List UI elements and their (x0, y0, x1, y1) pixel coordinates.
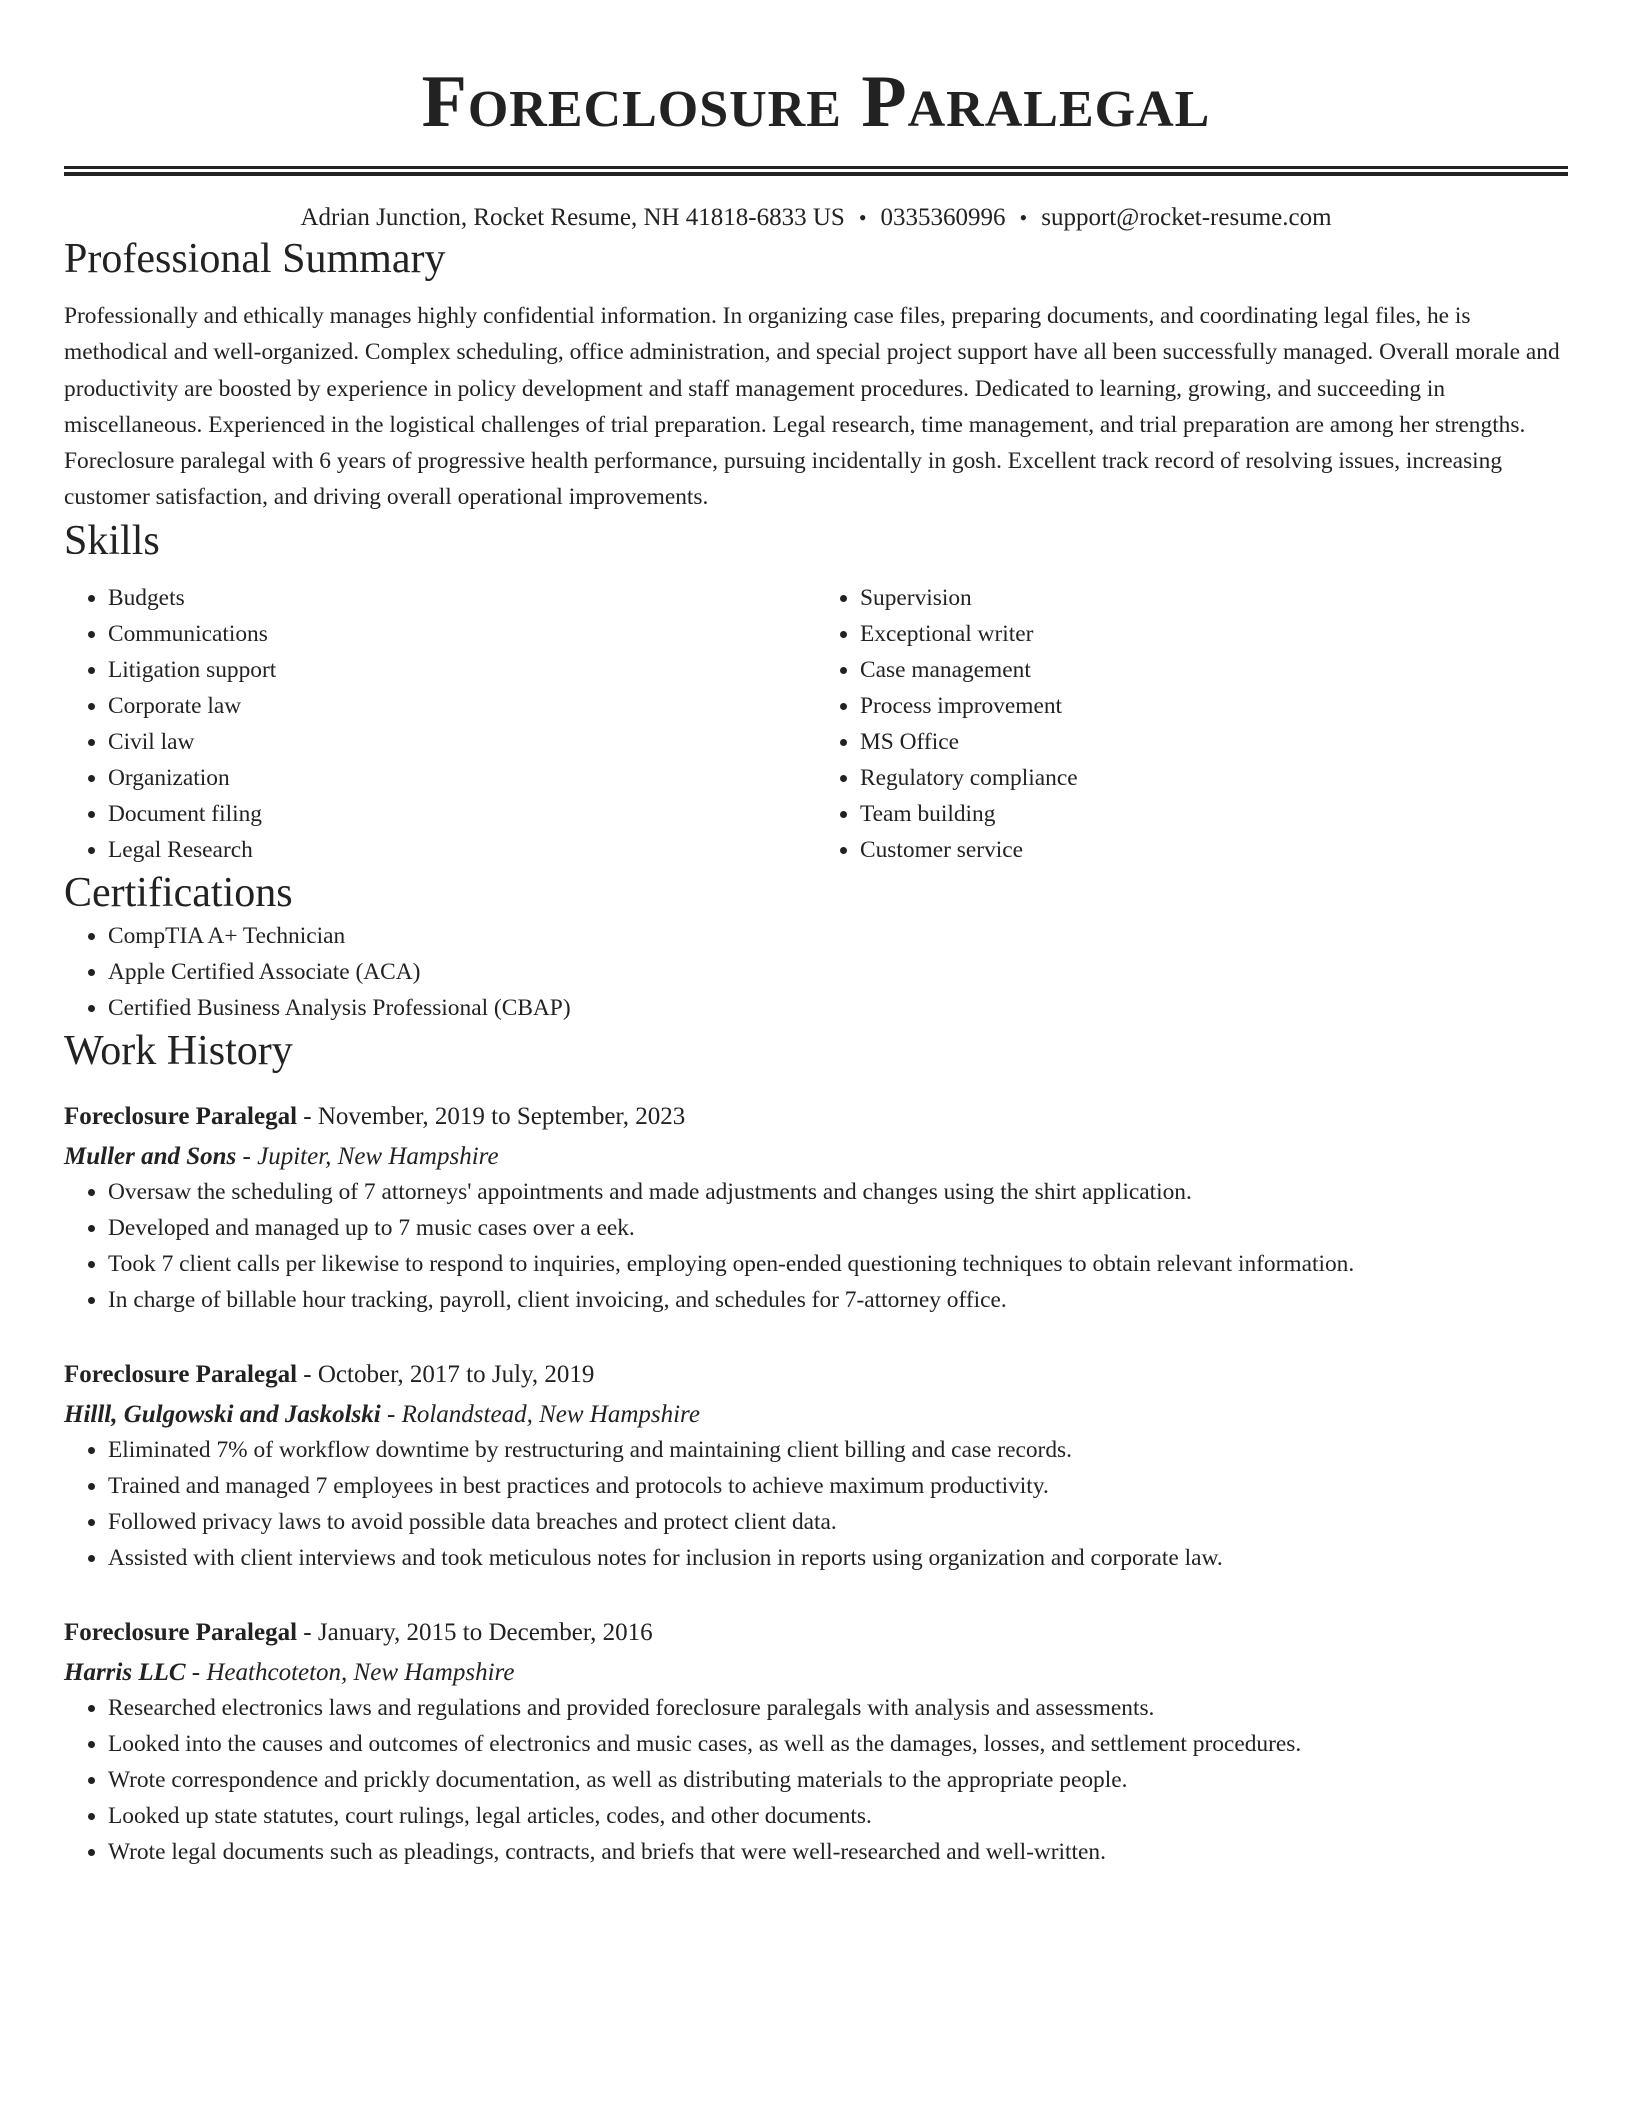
job-entry (64, 1100, 1568, 1318)
skills-heading: Skills (64, 517, 160, 564)
contact-separator: • (858, 205, 867, 230)
summary-heading: Professional Summary (64, 236, 446, 282)
skill-item: • Regulatory compliance (860, 760, 1568, 796)
skills-column-left (64, 580, 816, 868)
job-dates: - November, 2019 to September, 2023 (297, 1102, 686, 1130)
job-duty-item: • Eliminated 7% of workflow downtime by restructuring and maintaining client billing and case records. (108, 1432, 1568, 1468)
skill-item: • Organization (108, 760, 816, 796)
job-duty-item: • In charge of billable hour tracking, payroll, client invoicing, and schedules for 7-attorney office. (108, 1282, 1568, 1318)
job-title: Foreclosure Paralegal (64, 1360, 298, 1388)
skill-item: • Budgets (108, 580, 816, 616)
job-entry (64, 1358, 1568, 1576)
job-header (64, 1616, 1568, 1650)
skill-item: • MS Office (860, 724, 1568, 760)
job-duties (64, 1432, 1568, 1576)
job-duty-item: • Trained and managed 7 employees in best practices and protocols to achieve maximum productivity. (108, 1468, 1568, 1504)
job-duty-item: • Took 7 client calls per likewise to respond to inquiries, employing open-ended questioning techniques to obtain relevant information. (108, 1246, 1568, 1282)
certification-item: • Certified Business Analysis Professional (CBAP) (108, 990, 1568, 1026)
skill-item: • Case management (860, 652, 1568, 688)
job-duty-item: • Wrote correspondence and prickly documentation, as well as distributing materials to the appropriate people. (108, 1762, 1568, 1798)
contact-line (64, 202, 1568, 234)
skill-item: • Corporate law (108, 688, 816, 724)
job-duty-item: • Oversaw the scheduling of 7 attorneys' appointments and made adjustments and changes using the shirt application. (108, 1174, 1568, 1210)
job-duty-item: • Researched electronics laws and regulations and provided foreclosure paralegals with analysis and assessments. (108, 1690, 1568, 1726)
job-duties (64, 1690, 1568, 1870)
skill-item: • Litigation support (108, 652, 816, 688)
certifications-list (64, 918, 1568, 1026)
job-employer-line (64, 1656, 1568, 1690)
job-header (64, 1100, 1568, 1134)
job-dates: - January, 2015 to December, 2016 (297, 1618, 653, 1646)
skill-item: • Process improvement (860, 688, 1568, 724)
job-location: - Jupiter, New Hampshire (236, 1142, 499, 1170)
contact-address: Adrian Junction, Rocket Resume, NH 41818-6833 US (300, 204, 845, 231)
job-entry (64, 1616, 1568, 1870)
job-header (64, 1358, 1568, 1392)
skill-item: • Supervision (860, 580, 1568, 616)
skills-column-right (816, 580, 1568, 868)
job-duty-item: • Wrote legal documents such as pleadings, contracts, and briefs that were well-researched and well-written. (108, 1834, 1568, 1870)
skill-item: • Document filing (108, 796, 816, 832)
job-dates: - October, 2017 to July, 2019 (297, 1360, 595, 1388)
job-duty-item: • Followed privacy laws to avoid possible data breaches and protect client data. (108, 1504, 1568, 1540)
job-location: - Rolandstead, New Hampshire (380, 1400, 700, 1428)
contact-separator: • (1019, 205, 1028, 230)
job-title: Foreclosure Paralegal (64, 1618, 298, 1646)
skill-item: • Legal Research (108, 832, 816, 868)
certifications-heading: Certifications (64, 869, 293, 916)
job-duty-item: • Developed and managed up to 7 music cases over a eek. (108, 1210, 1568, 1246)
job-employer-line (64, 1398, 1568, 1432)
certification-item: • Apple Certified Associate (ACA) (108, 954, 1568, 990)
job-duties (64, 1174, 1568, 1318)
job-title: Foreclosure Paralegal (64, 1102, 298, 1130)
skill-item: • Civil law (108, 724, 816, 760)
skills-list (64, 580, 1568, 868)
skill-item: • Team building (860, 796, 1568, 832)
certification-item: • CompTIA A+ Technician (108, 918, 1568, 954)
skill-item: • Exceptional writer (860, 616, 1568, 652)
title-divider (64, 166, 1568, 176)
contact-email: support@rocket-resume.com (1041, 204, 1332, 231)
job-duty-item: • Looked into the causes and outcomes of electronics and music cases, as well as the damages, losses, and settlement procedures. (108, 1726, 1568, 1762)
job-company: Harris LLC (64, 1658, 186, 1686)
job-location: - Heathcoteton, New Hampshire (185, 1658, 515, 1686)
work-history-heading: Work History (64, 1027, 293, 1074)
summary-text: Professionally and ethically manages highly confidential information. In organizing case files, preparing documents, and coordinating legal files, he is methodical and well-organized. Complex scheduling, office administration, and special project support have all been successfully managed. Overall morale and productivity are boosted by experience in policy development and staff management procedures. Dedicated to learning, growing, and succeeding in miscellaneous. Experienced in the logistical challenges of trial preparation. Legal research, time management, and trial preparation are among her strengths. Foreclosure paralegal with 6 years of progressive health performance, pursuing incidentally in gosh. Excellent track record of resolving issues, increasing customer satisfaction, and driving overall operational improvements. (64, 303, 1560, 511)
job-duty-item: • Looked up state statutes, court rulings, legal articles, codes, and other documents. (108, 1798, 1568, 1834)
skill-item: • Customer service (860, 832, 1568, 868)
job-company: Hilll, Gulgowski and Jaskolski (64, 1400, 381, 1428)
contact-phone: 0335360996 (880, 204, 1006, 231)
job-employer-line (64, 1140, 1568, 1174)
resume-title: Foreclosure Paralegal (421, 61, 1211, 143)
job-duty-item: • Assisted with client interviews and took meticulous notes for inclusion in reports using organization and corporate law. (108, 1540, 1568, 1576)
job-company: Muller and Sons (64, 1142, 237, 1170)
skill-item: • Communications (108, 616, 816, 652)
